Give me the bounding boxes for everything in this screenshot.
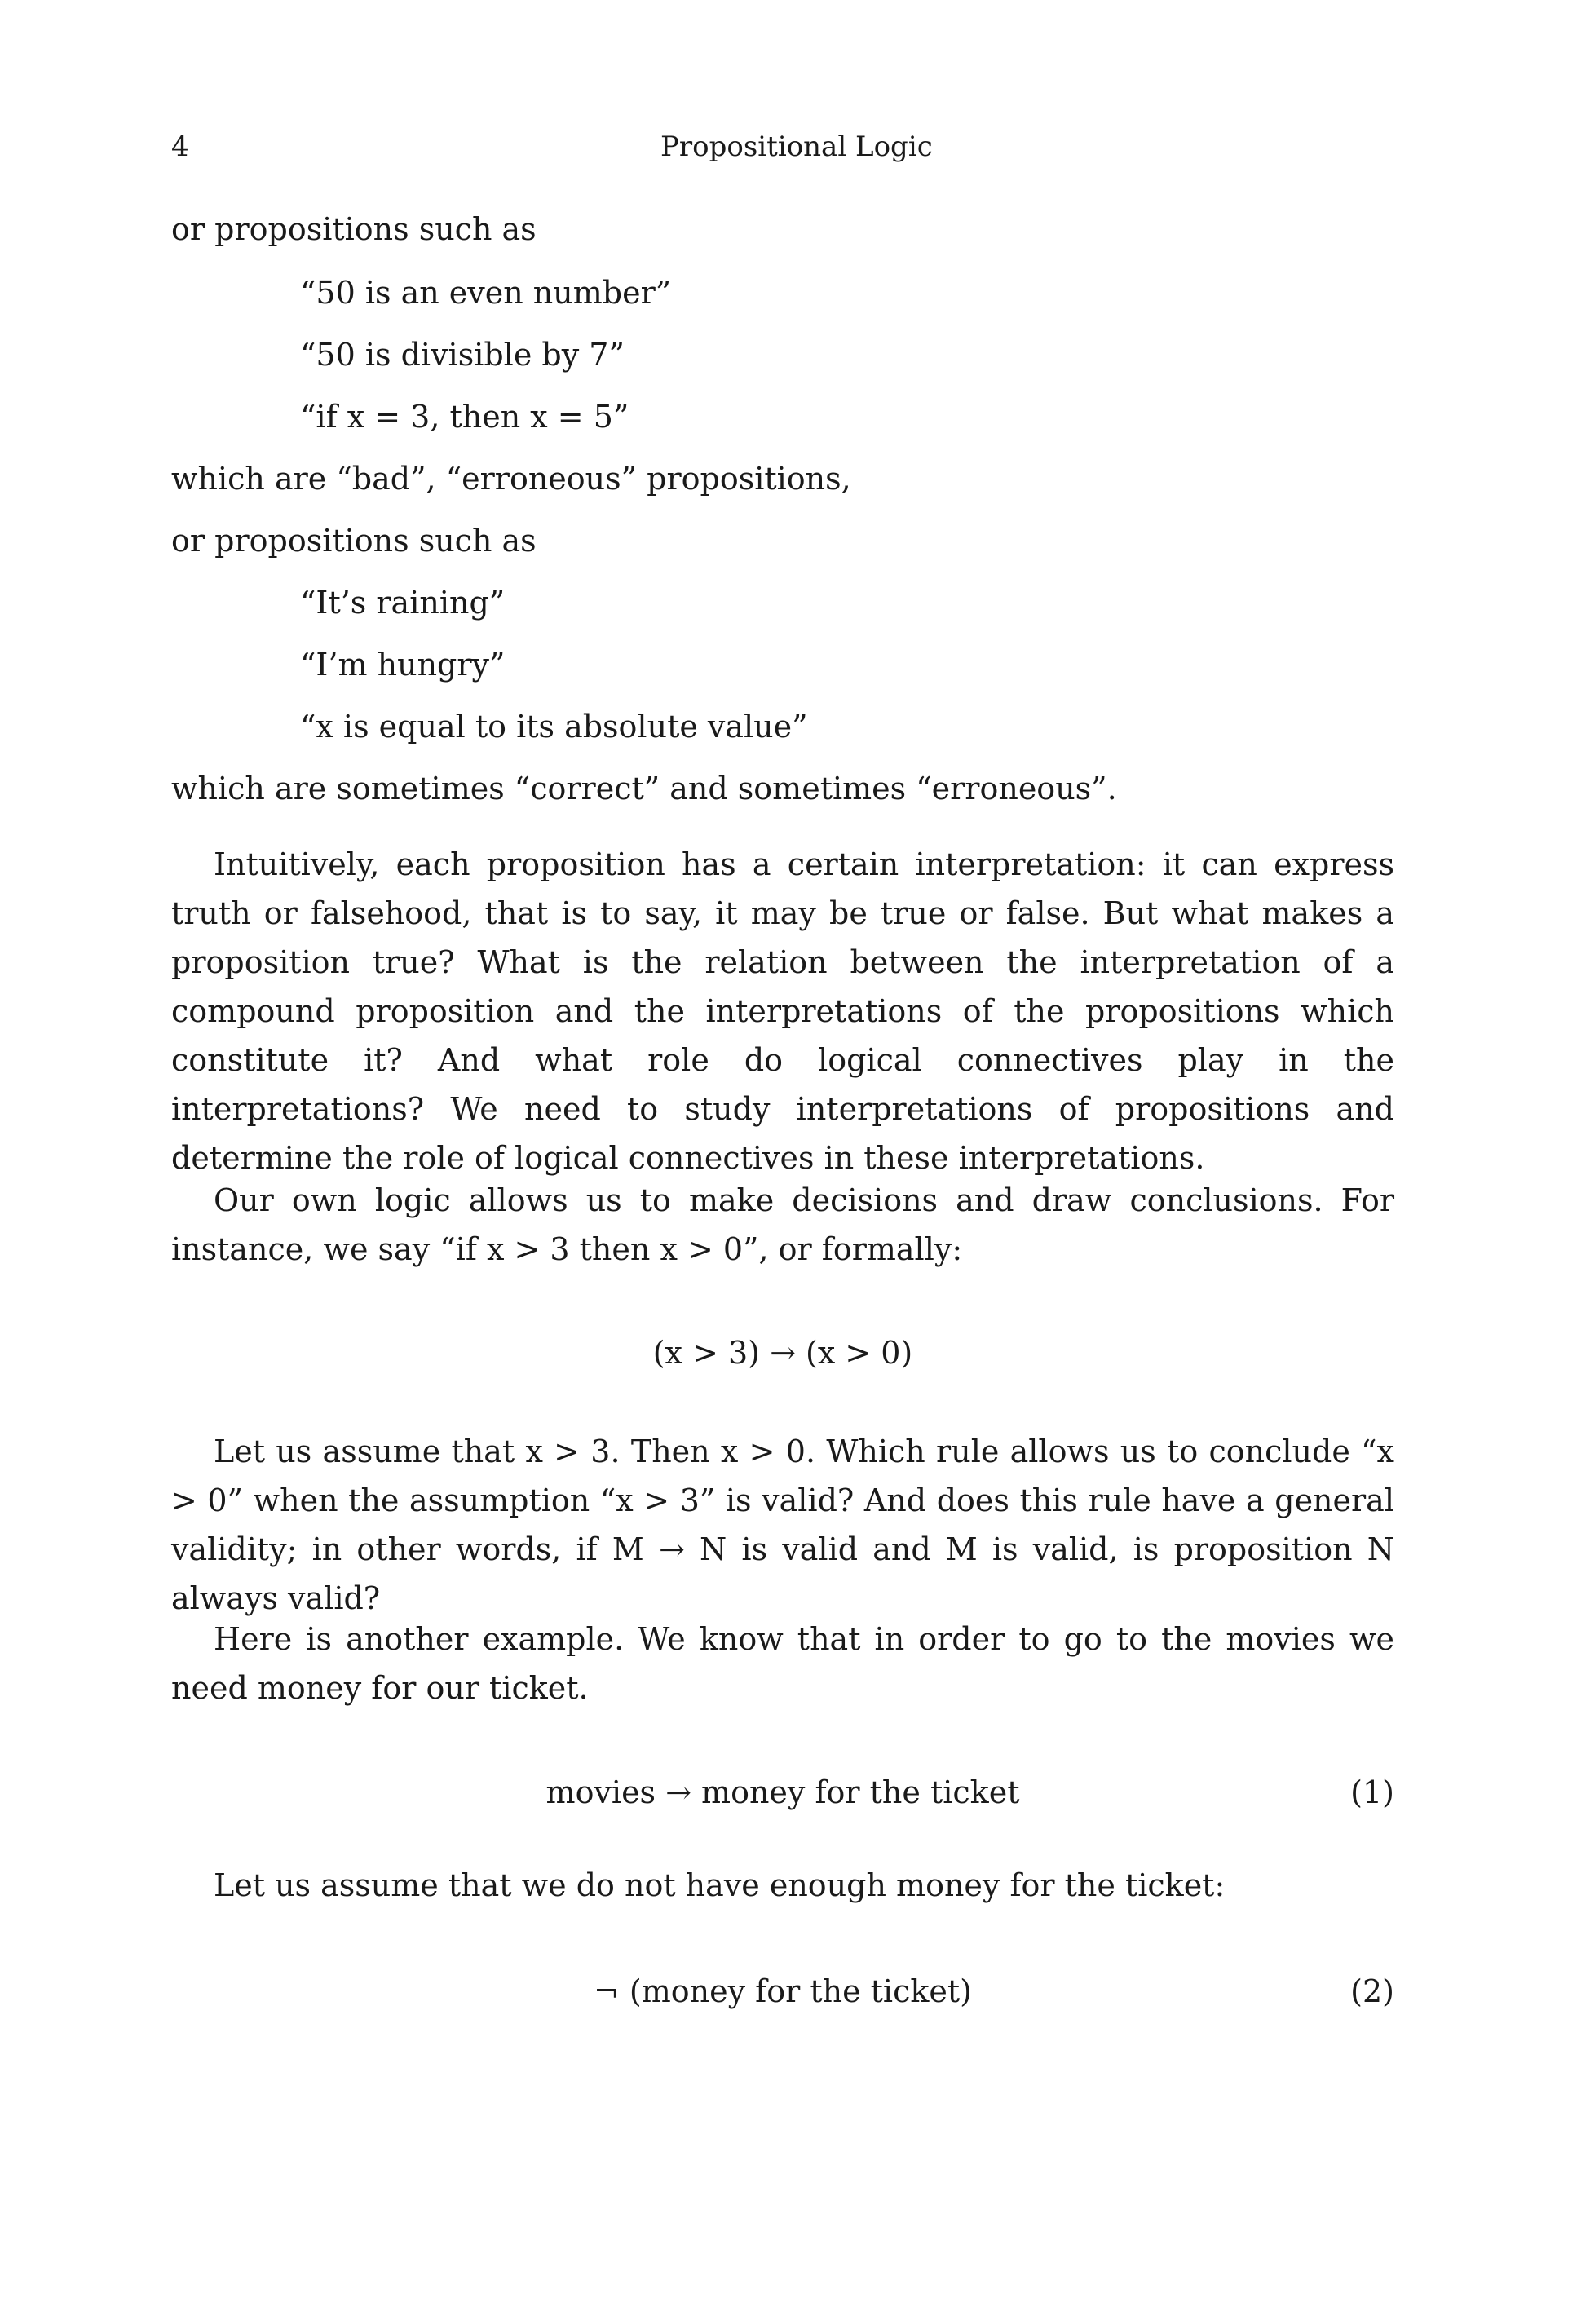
- block1-item: “50 is divisible by 7”: [300, 337, 625, 373]
- paragraph-own-logic: Our own logic allows us to make decisions and draw conclusions. For instance, we say “if x > 3 then x > 0”, or formally:: [171, 1182, 1394, 1267]
- block2-item: “I’m hungry”: [300, 647, 506, 683]
- block2-intro: or propositions such as: [171, 523, 537, 559]
- paragraph-interpretation: Intuitively, each proposition has a certain interpretation: it can express truth or falsehood, that is to say, it may be true or false. But what makes a proposition true? What is the relation between the interpretation of a compound proposition and the interpretations of the propositions which constitute it? And what role do logical connectives play in the interpretations? We need to study interpretations of propositions and determine the role of logical connectives in these interpretations.: [171, 846, 1394, 1176]
- block1-item: “50 is an even number”: [300, 275, 672, 311]
- equation-2: [171, 1973, 1394, 2022]
- running-title: Propositional Logic: [660, 130, 933, 163]
- block2-item: “It’s raining”: [300, 585, 506, 621]
- block2-conclusion: which are sometimes “correct” and sometimes “erroneous”.: [171, 771, 1117, 806]
- equation-text: movies → money for the ticket: [545, 1774, 1020, 1810]
- block2-item: “x is equal to its absolute value”: [300, 709, 808, 744]
- formula-implication: (x > 3) → (x > 0): [652, 1335, 913, 1371]
- equation-text: ¬ (money for the ticket): [594, 1973, 972, 2009]
- paragraph-no-money: Let us assume that we do not have enough money for the ticket:: [214, 1867, 1226, 1903]
- page-number: 4: [171, 130, 189, 163]
- paragraph-modus-ponens: Let us assume that x > 3. Then x > 0. Which rule allows us to conclude “x > 0” when the assumption “x > 3” is valid? And does this rule have a general validity; in other words, if M → N is valid and M is valid, is proposition N always valid?: [171, 1434, 1394, 1616]
- block1-item: “if x = 3, then x = 5”: [300, 399, 629, 435]
- block1-conclusion: which are “bad”, “erroneous” propositions,: [171, 461, 851, 497]
- block1-intro: or propositions such as: [171, 211, 537, 247]
- equation-number: (2): [1350, 1973, 1394, 2009]
- equation-number: (1): [1350, 1774, 1394, 1810]
- equation-1: [171, 1774, 1394, 1823]
- paragraph-movies: Here is another example. We know that in order to go to the movies we need money for our ticket.: [171, 1621, 1394, 1706]
